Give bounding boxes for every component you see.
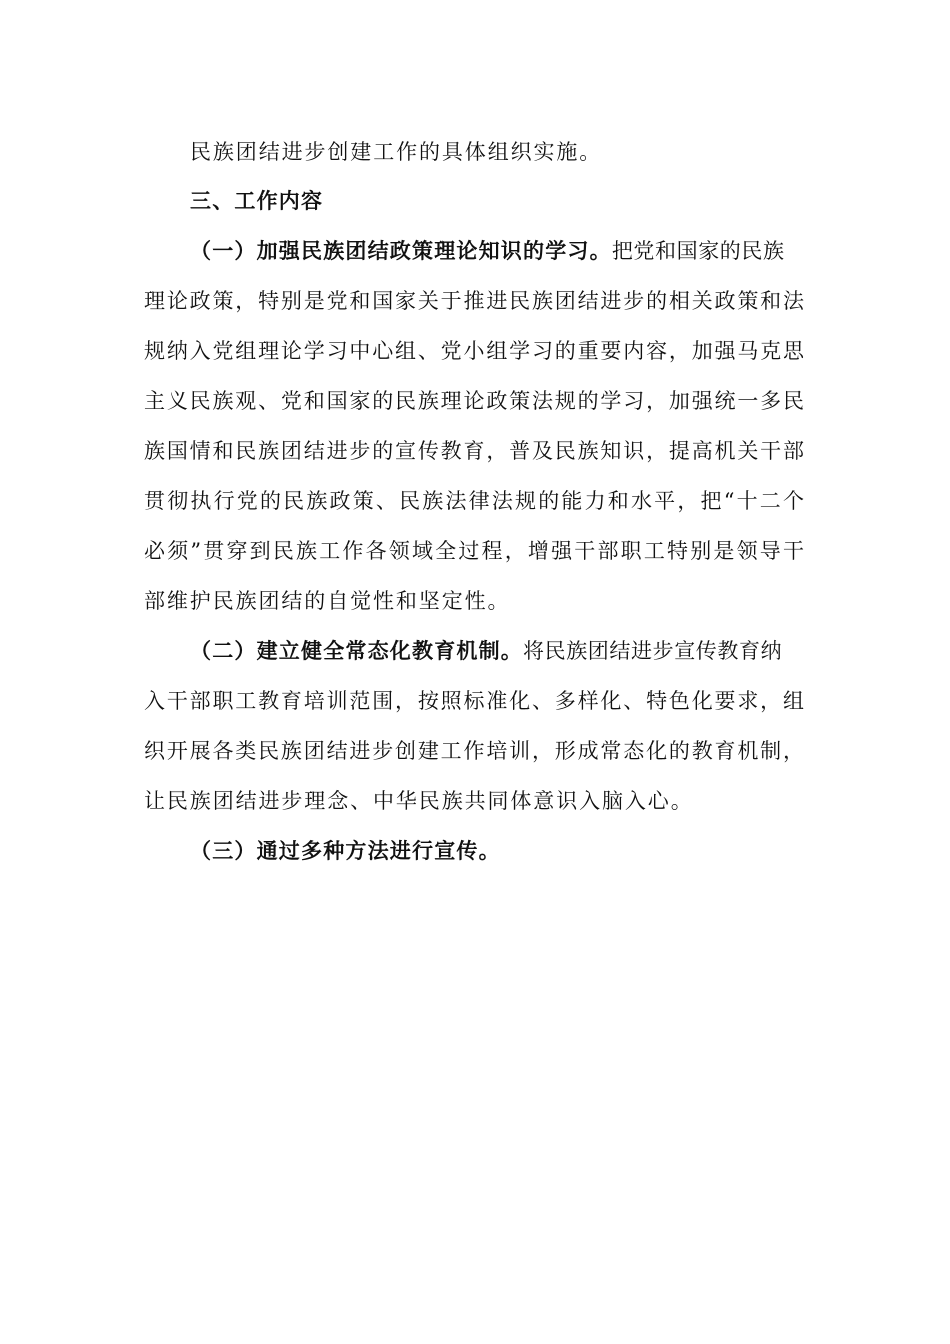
item-1-first-line-rest: 把党和国家的民族 — [611, 239, 785, 263]
item-1-first-line — [190, 236, 804, 266]
section-heading: 三、工作内容 — [190, 189, 324, 213]
continuation-line: 民族团结进步创建工作的具体组织实施。 — [190, 140, 603, 164]
item-1-heading: （一）加强民族团结政策理论知识的学习。 — [190, 239, 612, 263]
item-2-line: 让民族团结进步理念、中华民族共同体意识入脑入心。 — [144, 789, 694, 813]
item-1-line: 主义民族观、党和国家的民族理论政策法规的学习，加强统一多民 — [144, 389, 804, 413]
item-1-line: 规纳入党组理论学习中心组、党小组学习的重要内容，加强马克思 — [144, 339, 804, 363]
item-2-first-line — [190, 636, 804, 666]
item-1-line: 贯彻执行党的民族政策、民族法律法规的能力和水平，把“十二个 — [144, 489, 804, 513]
item-2-first-line-rest: 将民族团结进步宣传教育纳 — [523, 639, 783, 663]
item-2-line: 织开展各类民族团结进步创建工作培训，形成常态化的教育机制， — [144, 739, 804, 763]
item-2-line: 入干部职工教育培训范围，按照标准化、多样化、特色化要求，组 — [144, 689, 804, 713]
item-3-heading: （三）通过多种方法进行宣传。 — [190, 839, 501, 863]
item-1-line: 族国情和民族团结进步的宣传教育，普及民族知识，提高机关干部 — [144, 439, 804, 463]
item-1-line: 必须”贯穿到民族工作各领域全过程，增强干部职工特别是领导干 — [144, 539, 804, 563]
item-1-line: 理论政策，特别是党和国家关于推进民族团结进步的相关政策和法 — [144, 289, 804, 313]
item-2-heading: （二）建立健全常态化教育机制。 — [190, 639, 523, 663]
item-1-line: 部维护民族团结的自觉性和坚定性。 — [144, 589, 511, 613]
